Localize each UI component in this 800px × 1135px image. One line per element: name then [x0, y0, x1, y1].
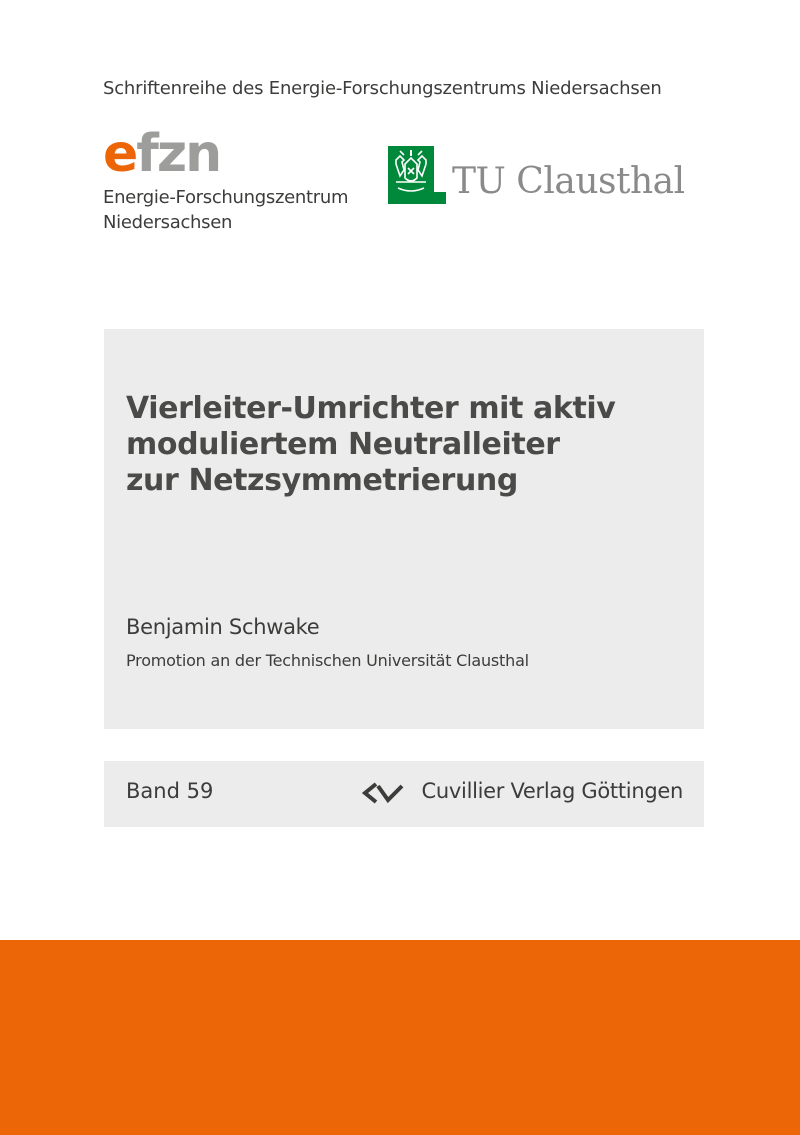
- book-title-line1: Vierleiter-Umrichter mit aktiv: [126, 391, 616, 426]
- book-title-line3: zur Netzsymmetrierung: [126, 463, 518, 498]
- efzn-name: [103, 185, 348, 235]
- cuvillier-cv-icon: [362, 782, 406, 804]
- series-title: Schriftenreihe des Energie-Forschungszentrums Niedersachsen: [103, 78, 662, 99]
- efzn-name-line2: Niedersachsen: [103, 212, 233, 233]
- efzn-logo-fzn: fzn: [136, 124, 221, 184]
- title-panel: [104, 329, 704, 729]
- volume-number: Band 59: [126, 779, 214, 803]
- efzn-logo-e: e: [103, 124, 137, 184]
- publisher-name: Cuvillier Verlag Göttingen: [421, 779, 683, 803]
- book-title: [126, 391, 686, 499]
- author-name: Benjamin Schwake: [126, 615, 320, 639]
- volume-panel: [104, 761, 704, 827]
- book-title-line2: moduliertem Neutralleiter: [126, 427, 560, 462]
- tu-clausthal-crest-icon: [388, 146, 446, 204]
- efzn-name-line1: Energie-Forschungszentrum: [103, 187, 349, 208]
- orange-footer-band: [0, 940, 800, 1135]
- book-subtitle: Promotion an der Technischen Universität Clausthal: [126, 651, 529, 670]
- efzn-logo: [103, 124, 221, 184]
- tu-clausthal-wordmark: TU Clausthal: [452, 161, 685, 202]
